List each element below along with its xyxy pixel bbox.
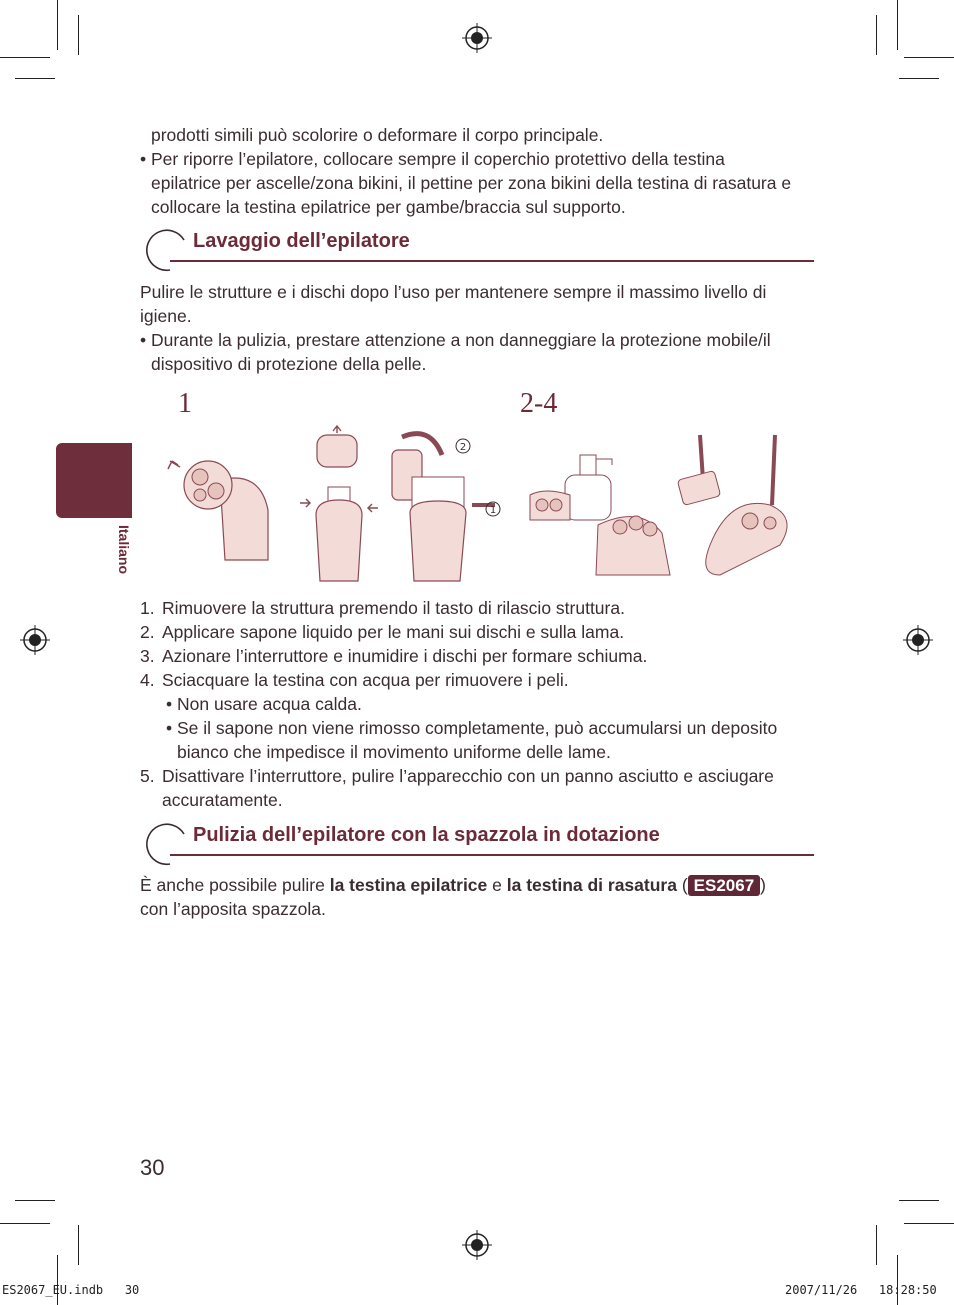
- model-badge: ES2067: [688, 875, 761, 896]
- language-tab-label: Italiano: [116, 525, 132, 575]
- crop-mark: [0, 1223, 50, 1224]
- callout-number-2: 2: [459, 442, 467, 453]
- footer-timestamp: 2007/11/26 18:28:50: [785, 1283, 937, 1297]
- section2-paragraph-line1: È anche possibile pulire la testina epilatrice e la testina di rasatura ( ES2067 ): [140, 875, 766, 895]
- crop-mark: [876, 15, 877, 55]
- language-tab: [56, 443, 132, 518]
- section-rule: [170, 260, 814, 262]
- figure-step-label-1: 1: [178, 388, 192, 419]
- section1-paragraph-line1: Pulire le strutture e i dischi dopo l’uso per mantenere sempre il massimo livello di: [140, 282, 767, 302]
- callout-number-1: 1: [489, 505, 497, 516]
- crop-mark: [876, 1225, 877, 1265]
- crop-mark: [904, 57, 954, 58]
- registration-mark-icon: [903, 625, 933, 655]
- crop-mark: [899, 78, 939, 79]
- brush-cleaning-illustration: [677, 435, 787, 575]
- step-sub-bullet-cont: bianco che impedisce il movimento uniforme delle lame.: [177, 742, 611, 762]
- crop-mark: [15, 1200, 55, 1201]
- section1-paragraph-line2: igiene.: [140, 306, 192, 326]
- registration-mark-icon: [462, 1230, 492, 1260]
- section-title-washing: Lavaggio dell’epilatore: [193, 230, 410, 252]
- intro-continuation: prodotti simili può scolorire o deformare il corpo principale.: [151, 125, 604, 145]
- section-title-brush-cleaning: Pulizia dell’epilatore con la spazzola in dotazione: [193, 824, 660, 846]
- footer-file-info: ES2067_EU.indb 30: [2, 1283, 140, 1297]
- epilator-body-illustration: [300, 426, 378, 581]
- section-rule: [170, 854, 814, 856]
- figure-step-label-2-4: 2-4: [520, 388, 558, 419]
- section2-paragraph-line2: con l’apposita spazzola.: [140, 899, 326, 919]
- crop-mark: [899, 1200, 939, 1201]
- crop-mark: [897, 0, 898, 50]
- section1-bullet-line2: dispositivo di protezione della pelle.: [151, 354, 427, 374]
- epilator-head-illustration: [168, 461, 268, 560]
- crop-mark: [78, 15, 79, 55]
- step-sub-bullet: • Se il sapone non viene rimosso completamente, può accumularsi un deposito: [166, 718, 778, 738]
- section1-bullet-line1: • Durante la pulizia, prestare attenzione a non danneggiare la protezione mobile/il: [140, 330, 771, 350]
- step-item-cont: accuratamente.: [162, 790, 283, 810]
- page-number: 30: [140, 1155, 165, 1180]
- cleaning-illustration: [150, 425, 800, 585]
- crop-mark: [0, 57, 50, 58]
- intro-bullet-line1: • Per riporre l’epilatore, collocare sempre il coperchio protettivo della testina: [140, 149, 725, 169]
- registration-mark-icon: [20, 625, 50, 655]
- crop-mark: [57, 1255, 58, 1305]
- crop-mark: [78, 1225, 79, 1265]
- crop-mark: [57, 0, 58, 50]
- epilator-cover-illustration: [392, 434, 500, 581]
- soap-bottle-illustration: [530, 455, 670, 575]
- intro-bullet-line2: epilatrice per ascelle/zona bikini, il pettine per zona bikini della testina di rasatura e: [151, 173, 792, 193]
- crop-mark: [904, 1223, 954, 1224]
- section-bracket-icon: [140, 228, 188, 274]
- step-sub-bullet: • Non usare acqua calda.: [166, 694, 362, 714]
- registration-mark-icon: [462, 23, 492, 53]
- intro-bullet-line3: collocare la testina epilatrice per gambe/braccia sul supporto.: [151, 197, 626, 217]
- crop-mark: [15, 78, 55, 79]
- crop-mark: [897, 1255, 898, 1305]
- section-bracket-icon: [140, 822, 188, 868]
